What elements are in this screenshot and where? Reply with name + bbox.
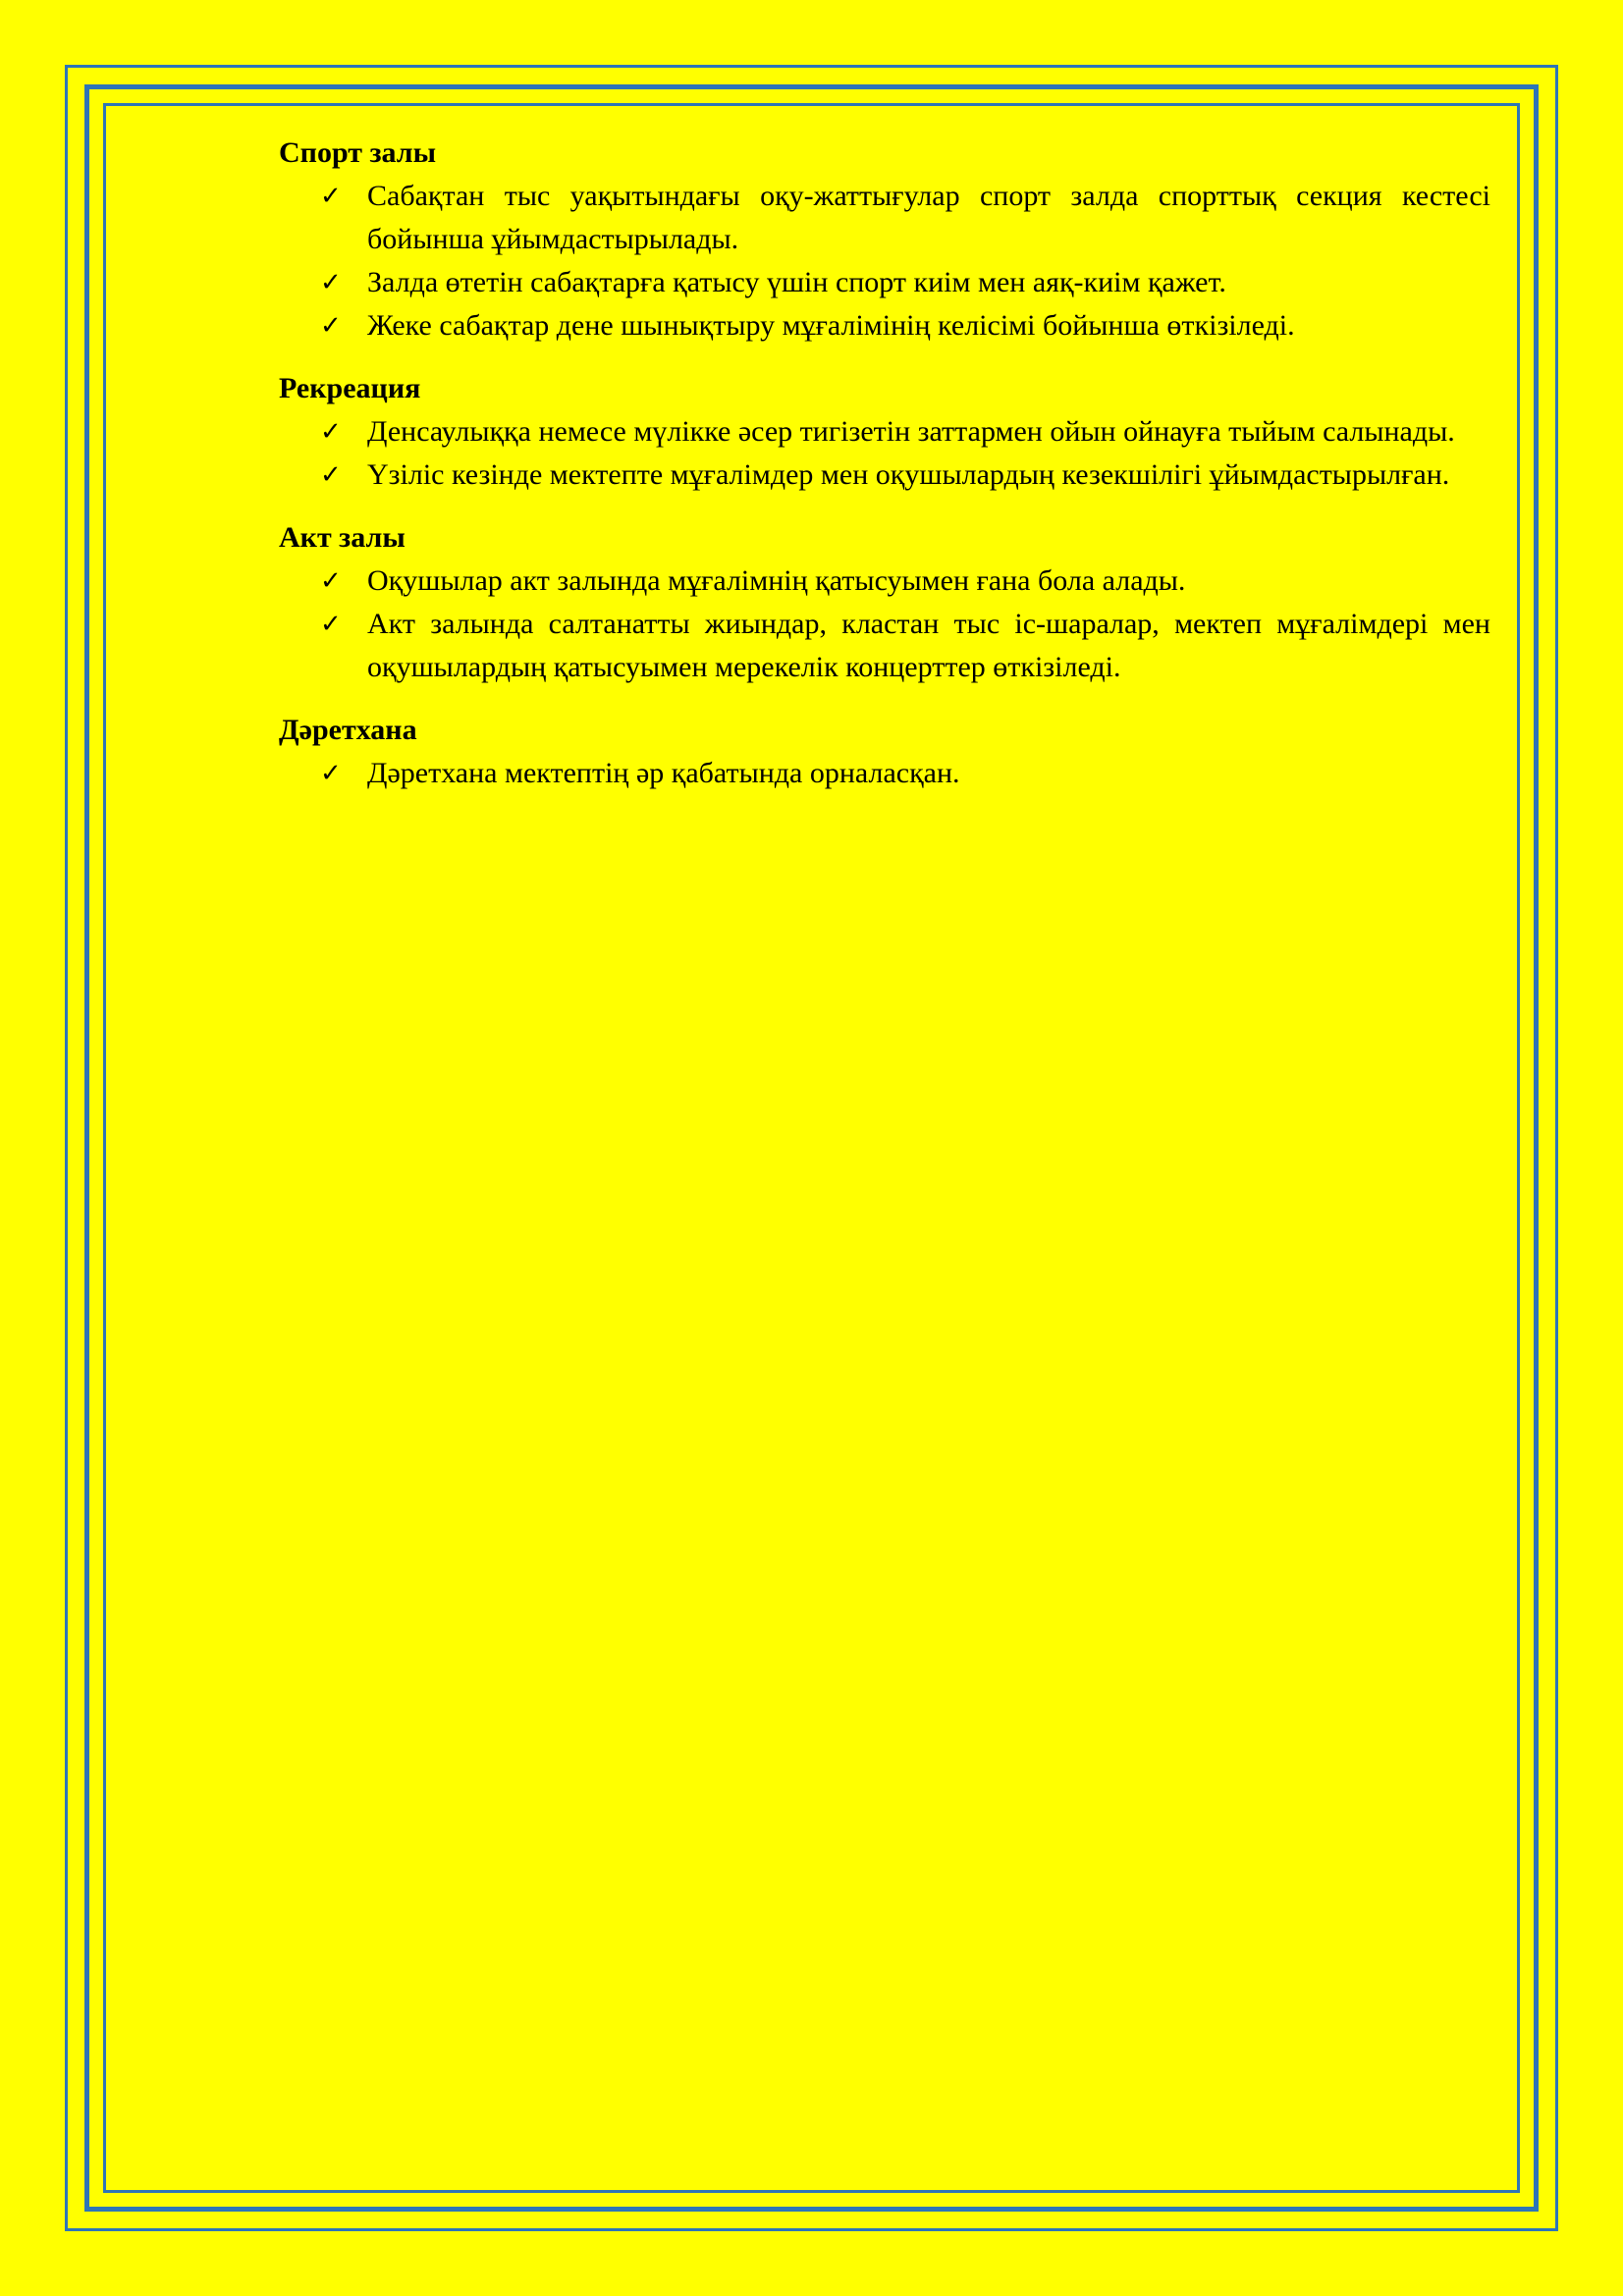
list-item-text: Сабақтан тыс уақытындағы оқу-жаттығулар спорт залда спорттық секция кестесі бойынша ұйымдастырылады. <box>367 180 1490 255</box>
list-item-text: Акт залында салтанатты жиындар, кластан тыс іс-шаралар, мектеп мұғалімдері мен оқушылардың қатысуымен мерекелік концерттер өткізіледі. <box>367 608 1490 683</box>
list-item <box>279 454 1490 497</box>
list-item <box>279 752 1490 795</box>
section-restroom <box>279 709 1490 795</box>
section-assembly-hall <box>279 516 1490 689</box>
checkmark-icon: ✓ <box>320 182 342 211</box>
list-item-text: Денсаулыққа немесе мүлікке әсер тигізетін заттармен ойын ойнауға тыйым салынады. <box>367 415 1455 448</box>
list-item <box>279 560 1490 603</box>
checkmark-icon: ✓ <box>320 610 342 639</box>
checkmark-icon: ✓ <box>320 759 342 788</box>
bullet-list <box>279 752 1490 795</box>
section-title: Спорт залы <box>279 136 437 169</box>
list-item-text: Оқушылар акт залында мұғалімнің қатысуымен ғана бола алады. <box>367 564 1186 597</box>
list-item <box>279 261 1490 304</box>
checkmark-icon: ✓ <box>320 460 342 490</box>
section-title: Рекреация <box>279 372 421 404</box>
list-item <box>279 304 1490 347</box>
bullet-list <box>279 560 1490 689</box>
list-item <box>279 410 1490 454</box>
checkmark-icon: ✓ <box>320 417 342 447</box>
section-title: Дәретхана <box>279 714 417 746</box>
bullet-list <box>279 175 1490 347</box>
list-item-text: Залда өтетін сабақтарға қатысу үшін спорт киім мен аяқ-киім қажет. <box>367 266 1226 298</box>
list-item <box>279 603 1490 689</box>
checkmark-icon: ✓ <box>320 311 342 341</box>
section-sport-hall <box>279 132 1490 347</box>
document-body <box>279 132 1490 815</box>
list-item-text: Үзіліс кезінде мектепте мұғалімдер мен оқушылардың кезекшілігі ұйымдастырылған. <box>367 458 1450 491</box>
checkmark-icon: ✓ <box>320 566 342 596</box>
bullet-list <box>279 410 1490 497</box>
checkmark-icon: ✓ <box>320 268 342 297</box>
section-title: Акт залы <box>279 521 406 554</box>
section-recreation <box>279 367 1490 497</box>
list-item <box>279 175 1490 261</box>
list-item-text: Жеке сабақтар дене шынықтыру мұғалімінің келісімі бойынша өткізіледі. <box>367 309 1295 342</box>
list-item-text: Дәретхана мектептің әр қабатында орналасқан. <box>367 757 960 789</box>
